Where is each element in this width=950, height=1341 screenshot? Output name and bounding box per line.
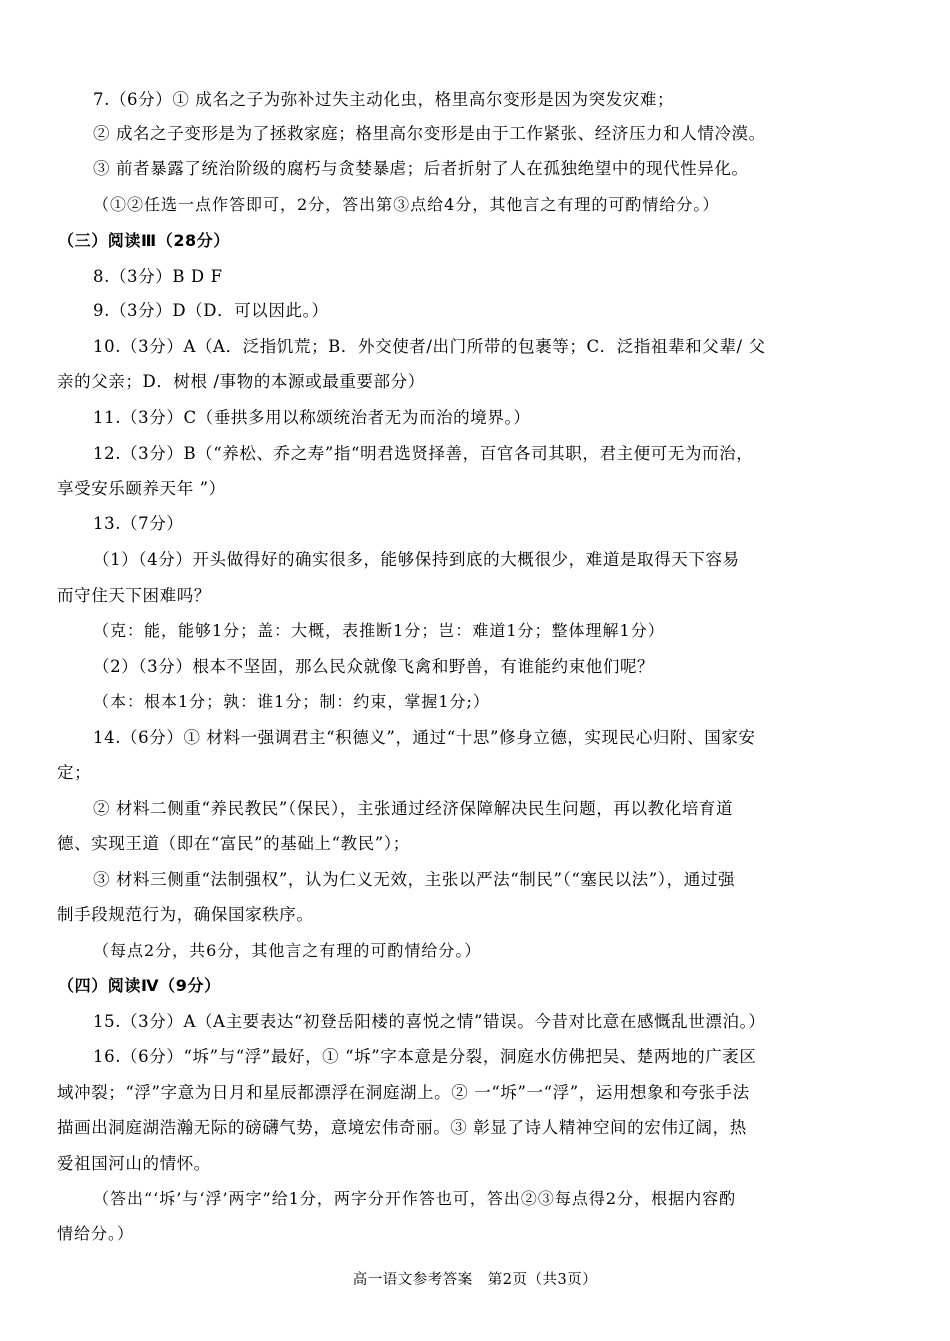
line-9: 9.（3分）D（D．可以因此。） bbox=[93, 301, 329, 320]
line-16-4: 爱祖国河山的情怀。 bbox=[57, 1154, 211, 1173]
line-8: 8.（3分）B D F bbox=[93, 267, 223, 286]
line-7-1: 7.（6分）① 成名之子为弥补过失主动化虫，格里高尔变形是因为突发灾难； bbox=[93, 90, 675, 109]
line-14-3b: 制手段规范行为，确保国家秩序。 bbox=[57, 905, 314, 924]
line-16-2: 域冲裂；“浮”字意为日月和星辰都漂浮在洞庭湖上。② 一“坼”一“浮”，运用想象和夸张手法 bbox=[57, 1083, 750, 1102]
page-footer: 高一语文参考答案 第2页（共3页） bbox=[352, 1272, 598, 1288]
line-16-note-2: 情给分。） bbox=[57, 1224, 135, 1243]
line-7-note: （①②任选一点作答即可，2分，答出第③点给4分，其他言之有理的可酌情给分。） bbox=[93, 195, 720, 214]
line-15: 15.（3分）A（A主要表达“初登岳阳楼的喜悦之情”错误。今昔对比意在感慨乱世漂泊。） bbox=[93, 1012, 766, 1031]
line-13-1b: 而守住天下困难吗？ bbox=[57, 586, 211, 605]
line-16-note-1: （答出“‘坼’与‘浮’两字”给1分，两字分开作答也可，答出②③每点得2分，根据内容酌 bbox=[93, 1189, 737, 1208]
line-16-3: 描画出洞庭湖浩瀚无际的磅礴气势，意境宏伟奇丽。③ 彰显了诗人精神空间的宏伟辽阔，热 bbox=[57, 1118, 747, 1137]
line-14-1a: 14.（6分）① 材料一强调君主“积德义”，通过“十思”修身立德，实现民心归附、国家安 bbox=[93, 728, 756, 747]
line-13-2-note: （本：根本1分；孰：谁1分；制：约束，掌握1分;） bbox=[93, 692, 490, 711]
line-14-3a: ③ 材料三侧重“法制强权”，认为仁义无效，主张以严法“制民”（“塞民以法”），通过强 bbox=[93, 870, 736, 889]
section-heading-4: （四）阅读Ⅳ（9分） bbox=[58, 976, 221, 995]
line-7-2: ② 成名之子变形是为了拯救家庭；格里高尔变形是由于工作紧张、经济压力和人情冷漠。 bbox=[93, 124, 766, 143]
line-11: 11.（3分）C（垂拱多用以称颂统治者无为而治的境界。） bbox=[93, 408, 531, 427]
line-13-1a: （1）（4分）开头做得好的确实很多，能够保持到底的大概很少，难道是取得天下容易 bbox=[93, 550, 740, 569]
line-14-2a: ② 材料二侧重“养民教民”（保民），主张通过经济保障解决民生问题，再以教化培育道 bbox=[93, 799, 734, 818]
section-heading-3: （三）阅读Ⅲ（28分） bbox=[58, 231, 230, 250]
line-13-1-note: （克：能，能够1分；盖：大概，表推断1分；岂：难道1分；整体理解1分） bbox=[93, 621, 665, 640]
line-10-1: 10.（3分）A（A．泛指饥荒；B．外交使者/出门所带的包裹等；C．泛指祖辈和父辈/ 父 bbox=[93, 337, 766, 356]
line-10-2: 亲的父亲；D．树根 /事物的本源或最重要部分） bbox=[57, 372, 425, 391]
line-13: 13.（7分） bbox=[93, 514, 184, 533]
line-16-1: 16.（6分）“坼”与“浮”最好，① “坼”字本意是分裂，洞庭水仿佛把吴、楚两地的广袤区 bbox=[93, 1047, 757, 1066]
line-13-2: （2）（3分）根本不坚固，那么民众就像飞禽和野兽，有谁能约束他们呢？ bbox=[93, 657, 655, 676]
line-7-3: ③ 前者暴露了统治阶级的腐朽与贪婪暴虐；后者折射了人在孤独绝望中的现代性异化。 bbox=[93, 159, 749, 178]
line-14-note: （每点2分，共6分，其他言之有理的可酌情给分。） bbox=[93, 941, 482, 960]
line-14-2b: 德、实现王道（即在“富民”的基础上“教民”）； bbox=[57, 834, 410, 853]
line-12-2: 享受安乐颐养天年 ”） bbox=[57, 479, 226, 498]
line-12-1: 12.（3分）B（“养松、乔之寿”指“明君选贤择善，百官各司其职，君主便可无为而治， bbox=[93, 444, 754, 463]
line-14-1b: 定； bbox=[57, 763, 92, 782]
